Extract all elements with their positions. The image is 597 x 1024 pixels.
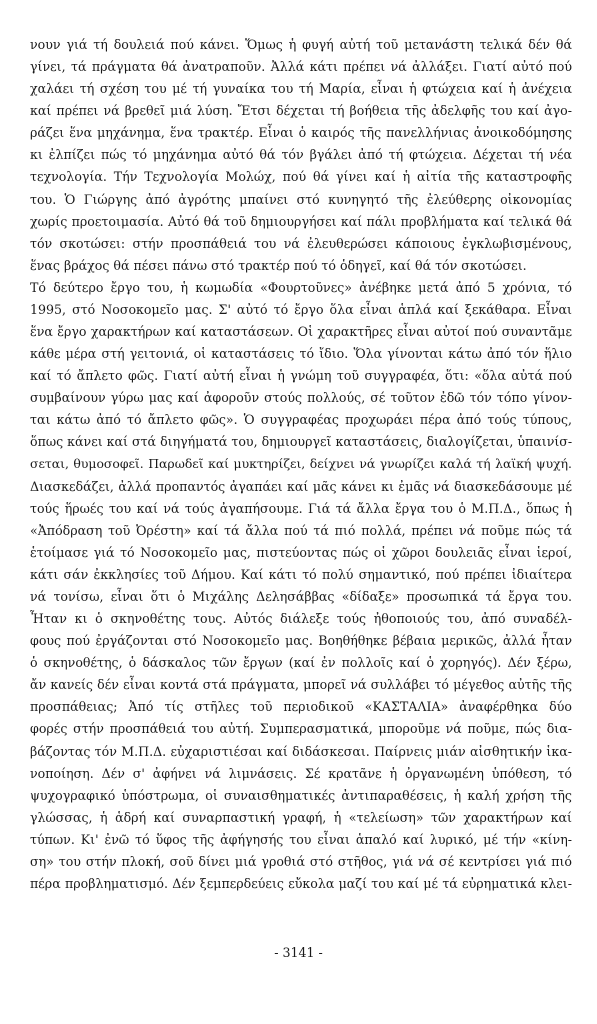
text-line: βάζοντας τόν Μ.Π.Δ. εὐχαριστιέσαι καί διδάσκεσαι. Παίρνεις μιάν αἰσθητικήν ἱκα-: [30, 743, 572, 759]
text-line: Διασκεδάζει, ἀλλά προπαντός ἀγαπάει καί μᾶς κάνει κι ἐμᾶς νά διασκεδάσουμε μέ: [30, 478, 572, 494]
text-line: τεχνολογία. Τήν Τεχνολογία Μολώχ, πού θά γίνει καί ἡ αἰτία τῆς καταστροφῆς: [30, 169, 572, 185]
text-line: προσπάθειας; Ἀπό τίς στῆλες τοῦ περιοδικοῦ «ΚΑΣΤΑΛΙΑ» ἀναφέρθηκα δύο: [30, 699, 572, 715]
page-number: - 3141 -: [274, 945, 323, 960]
text-line: σεται, θυμοσοφεῖ. Παρωδεῖ καί μυκτηρίζει, δείχνει νά γνωρίζει καλά τή λαϊκή ψυχή.: [30, 456, 572, 472]
text-line: «Ἀπόδραση τοῦ Ὀρέστη» καί τά ἄλλα πού τά πιό πολλά, πρέπει νά ποῦμε πώς τά: [30, 522, 572, 538]
text-line: γίνει, τά πράγματα θά ἀνατραποῦν. Ἀλλά κάτι πρέπει νά ἀλλάξει. Γιατί αὐτό πού: [30, 59, 572, 75]
text-line: ἕνας βράχος θά πέσει πάνω στό τρακτέρ πού τό ὁδηγεῖ, καί θά τόν σκοτώσει.: [30, 257, 527, 273]
text-line: ράζει ἕνα μηχάνημα, ἕνα τρακτέρ. Εἶναι ὁ καιρός τῆς πανελλήνιας ἀνοικοδόμησης: [30, 125, 572, 141]
text-line: ὅπως κάνει καί στά διηγήματά του, δημιουργεῖ καταστάσεις, διαλογίζεται, ὑπαινίσ-: [30, 434, 572, 450]
text-line: χαλάει τή σχέση του μέ τή γυναίκα του τή Μαρία, εἶναι ἡ φτώχεια καί ἡ ἀνέχεια: [30, 81, 572, 97]
text-line: του. Ὁ Γιώργης ἀπό ἀγρότης μπαίνει στό κυνηγητό τῆς ἐλεύθερης οἰκονομίας: [30, 191, 572, 207]
text-line: ψυχογραφικό ὑπόστρωμα, οἱ συναισθηματικές ἀντιπαραθέσεις, ἡ καλή χρήση τῆς: [30, 787, 572, 803]
text-line: πέρα προβληματισμό. Δέν ξεμπερδεύεις εὔκολα μαζί του καί μέ τά εὐρηματικά κλει-: [30, 875, 572, 891]
body-text: [30, 34, 572, 895]
text-line: φορές στήν προσπάθειά του αὐτή. Συμπερασματικά, μποροῦμε νά ποῦμε, πώς δια-: [30, 721, 572, 737]
text-line: ὁ σκηνοθέτης, ὁ δάσκαλος τῶν ἔργων (καί ἐν πολλοῖς καί ὁ χορηγός). Δέν ξέρω,: [30, 655, 572, 671]
text-line: ση» του στήν πλοκή, σοῦ δίνει μιά γροθιά στό στῆθος, γιά νά σέ κεντρίσει γιά πιό: [30, 853, 572, 869]
text-line: ἄν κανείς δέν εἶναι κοντά στά πράγματα, μπορεῖ νά συλλάβει τό μέγεθος αὐτῆς τῆς: [30, 677, 572, 693]
text-line: τούς ἥρωές του καί νά τούς ἀγαπήσουμε. Γιά τά ἄλλα ἔργα του ὁ Μ.Π.Δ., ὅπως ἡ: [30, 500, 572, 516]
text-line: νουν γιά τή δουλειά πού κάνει. Ὅμως ἡ φυγή αὐτή τοῦ μετανάστη τελικά δέν θά: [30, 37, 572, 52]
text-line: Τό δεύτερο ἔργο του, ἡ κωμωδία «Φουρτοῦνες» ἀνέβηκε μετά ἀπό 5 χρόνια, τό: [30, 279, 572, 295]
text-line: ἑτοίμασε γιά τό Νοσοκομεῖο μας, πιστεύοντας πώς οἱ χῶροι δουλειᾶς εἶναι ἱεροί,: [30, 544, 572, 560]
text-line: κι ἐλπίζει πώς τό μηχάνημα αὐτό θά τόν βγάλει ἀπό τή φτώχεια. Δέχεται τή νέα: [30, 147, 572, 163]
text-line: συμβαίνουν γύρω μας καί ἀφοροῦν στούς πολλούς, σέ τοῦτον ἐδῶ τόν τόπο γίνον-: [30, 390, 572, 406]
text-line: κάτι σάν ἐκκλησίες τοῦ Δήμου. Καί κάτι τό πολύ σημαντικό, πού πρέπει ἰδιαίτερα: [30, 566, 572, 582]
text-line: φους πού ἐργάζονται στό Νοσοκομεῖο μας. Βοηθήθηκε βέβαια μερικῶς, ἀλλά ἦταν: [30, 633, 572, 649]
text-line: τύπων. Κι' ἐνῶ τό ὕφος τῆς ἀφήγησής του εἶναι ἁπαλό καί λυρικό, μέ τήν «κίνη-: [30, 831, 572, 847]
text-line: Ἦταν κι ὁ σκηνοθέτης τους. Αὐτός διάλεξε τούς ἠθοποιούς του, ἀπό συναδέλ-: [30, 611, 572, 627]
text-line: 1995, στό Νοσοκομεῖο μας. Σ' αὐτό τό ἔργο ὅλα εἶναι ἁπλά καί ξεκάθαρα. Εἶναι: [30, 301, 572, 317]
text-line: καί τό ἄπλετο φῶς. Γιατί αὐτή εἶναι ἡ γνώμη τοῦ συγγραφέα, ὅτι: «ὅλα αὐτά πού: [30, 368, 572, 384]
text-line: τόν σκοτώσει: στήν προσπάθειά του νά ἐλευθερώσει κάποιους ἐγκλωβισμένους,: [30, 235, 572, 251]
text-line: ται κάτω ἀπό τό ἄπλετο φῶς». Ὁ συγγραφέας προχωράει πέρα ἀπό τούς τύπους,: [30, 412, 572, 428]
text-line: καί πρέπει νά βρεθεῖ μιά λύση. Ἔτσι δέχεται τή βοήθεια τῆς ἀδελφῆς του καί ἀγο-: [30, 103, 572, 119]
text-line: κάθε μέρα στή γειτονιά, οἱ καταστάσεις τό ἴδιο. Ὅλα γίνονται κάτω ἀπό τόν ἥλιο: [30, 346, 572, 362]
text-line: νά τονίσω, εἶναι ὅτι ὁ Μιχάλης Δελησάββας «δίδαξε» προσωπικά τά ἔργα του.: [30, 588, 572, 604]
text-line: ἕνα ἔργο χαρακτήρων καί καταστάσεων. Οἱ χαρακτῆρες εἶναι αὐτοί πού συναντᾶμε: [30, 324, 572, 340]
text-line: νοποίηση. Δέν σ' ἀφήνει νά λιμνάσεις. Σέ κρατᾶνε ἡ ὀργανωμένη ὑπόθεση, τό: [30, 765, 572, 781]
text-line: γλώσσας, ἡ ἁδρή καί συναρπαστική γραφή, ἡ «τελείωση» τῶν χαρακτήρων καί: [30, 809, 572, 825]
text-line: χωρίς προετοιμασία. Αὐτό θά τοῦ δημιουργήσει καί πάλι προβλήματα καί τελικά θά: [30, 213, 572, 229]
